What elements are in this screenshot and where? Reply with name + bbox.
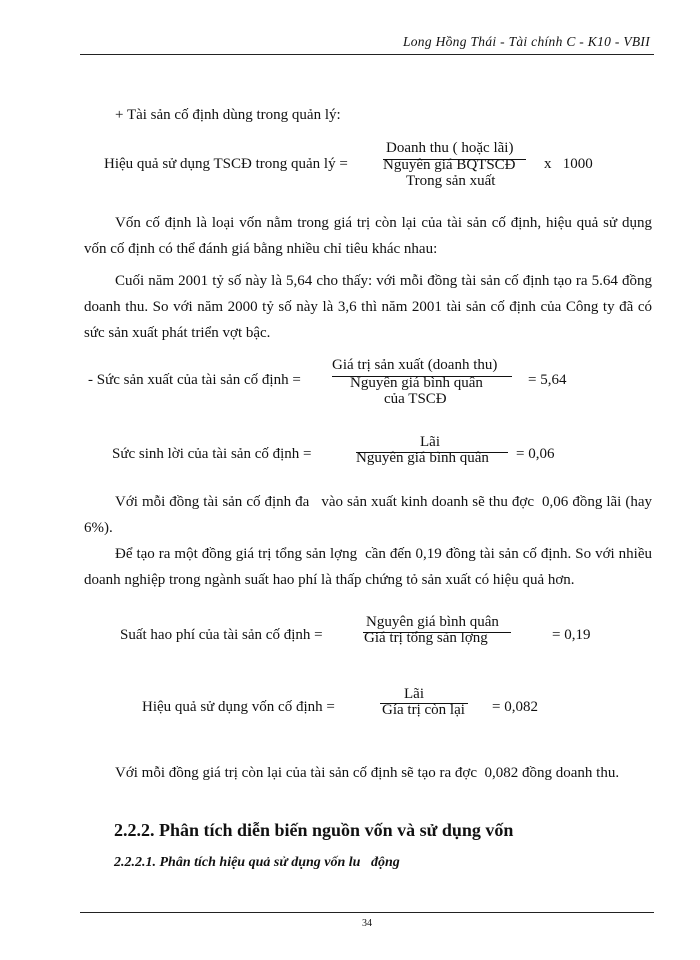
formula-multiplier: x 1000 bbox=[544, 156, 593, 172]
formula-result: = 0,19 bbox=[552, 627, 591, 643]
header-rule bbox=[80, 54, 654, 55]
formula-result: = 5,64 bbox=[528, 372, 567, 388]
formula-denominator-line2: Trong sản xuất bbox=[406, 173, 496, 189]
paragraph: Cuối năm 2001 tỷ số này là 5,64 cho thấy: với mỗi đồng tài sản cố định tạo ra 5.64 đồng doanh thu. So với năm 2000 tỷ số này là 3,6 thì năm 2001 tài sản cố định của Công ty đã có sức sản xuất phát triển vợt bậc. bbox=[84, 273, 652, 341]
paragraph: Với mỗi đồng tài sản cố định đa vào sản xuất kinh doanh sẽ thu đợc 0,06 đồng lãi (hay 6%). bbox=[84, 494, 656, 536]
formula-label: Hiệu quả sử dụng vốn cố định = bbox=[142, 699, 335, 715]
formula-label: Hiệu quả sử dụng TSCĐ trong quản lý = bbox=[104, 156, 348, 172]
subsection-heading: 2.2.2.1. Phân tích hiệu quả sử dụng vốn lu động bbox=[114, 855, 400, 870]
section-heading: 2.2.2. Phân tích diễn biến nguồn vốn và sử dụng vốn bbox=[114, 820, 514, 840]
formula-result: = 0,06 bbox=[516, 446, 555, 462]
paragraph: Để tạo ra một đồng giá trị tổng sản lợng cần đến 0,19 đồng tài sản cố định. So với nhiều doanh nghiệp trong ngành suất hao phí là thấp chứng tỏ sản xuất có hiệu quả hơn. bbox=[84, 546, 656, 588]
formula-denominator: Nguyên giá bình quân bbox=[350, 375, 483, 391]
intro-bullet: + Tài sản cố định dùng trong quản lý: bbox=[115, 107, 341, 123]
formula-denominator: Giá trị tổng sản lợng bbox=[364, 630, 488, 646]
formula-label: Suất hao phí của tài sản cố định = bbox=[120, 627, 323, 643]
formula-numerator: Lãi bbox=[404, 686, 424, 702]
formula-numerator: Lãi bbox=[420, 434, 440, 450]
formula-numerator: Doanh thu ( hoặc lãi) bbox=[386, 140, 514, 156]
formula-denominator: Nguyên giá bình quân bbox=[356, 450, 489, 466]
formula-denominator: Gía trị còn lại bbox=[382, 702, 465, 718]
footer-rule bbox=[80, 912, 654, 913]
page-number: 34 bbox=[362, 918, 372, 929]
paragraph: Vốn cố định là loại vốn nằm trong giá trị còn lại của tài sản cố định, hiệu quả sử dụng vốn cố định có thể đánh giá bằng nhiều chỉ tiêu khác nhau: bbox=[84, 215, 652, 257]
formula-result: = 0,082 bbox=[492, 699, 538, 715]
formula-label: - Sức sản xuất của tài sản cố định = bbox=[88, 372, 301, 388]
paragraph: Với mỗi đồng giá trị còn lại của tài sản cố định sẽ tạo ra đợc 0,082 đồng doanh thu. bbox=[115, 765, 620, 781]
formula-denominator: Nguyên giá BQTSCĐ bbox=[383, 157, 516, 173]
formula-numerator: Nguyên giá bình quân bbox=[366, 614, 499, 630]
formula-label: Sức sinh lời của tài sản cố định = bbox=[112, 446, 312, 462]
running-header: Long Hồng Thái - Tài chính C - K10 - VBII bbox=[402, 34, 650, 49]
formula-numerator: Giá trị sản xuất (doanh thu) bbox=[332, 357, 498, 373]
formula-denominator-line2: của TSCĐ bbox=[384, 391, 447, 407]
